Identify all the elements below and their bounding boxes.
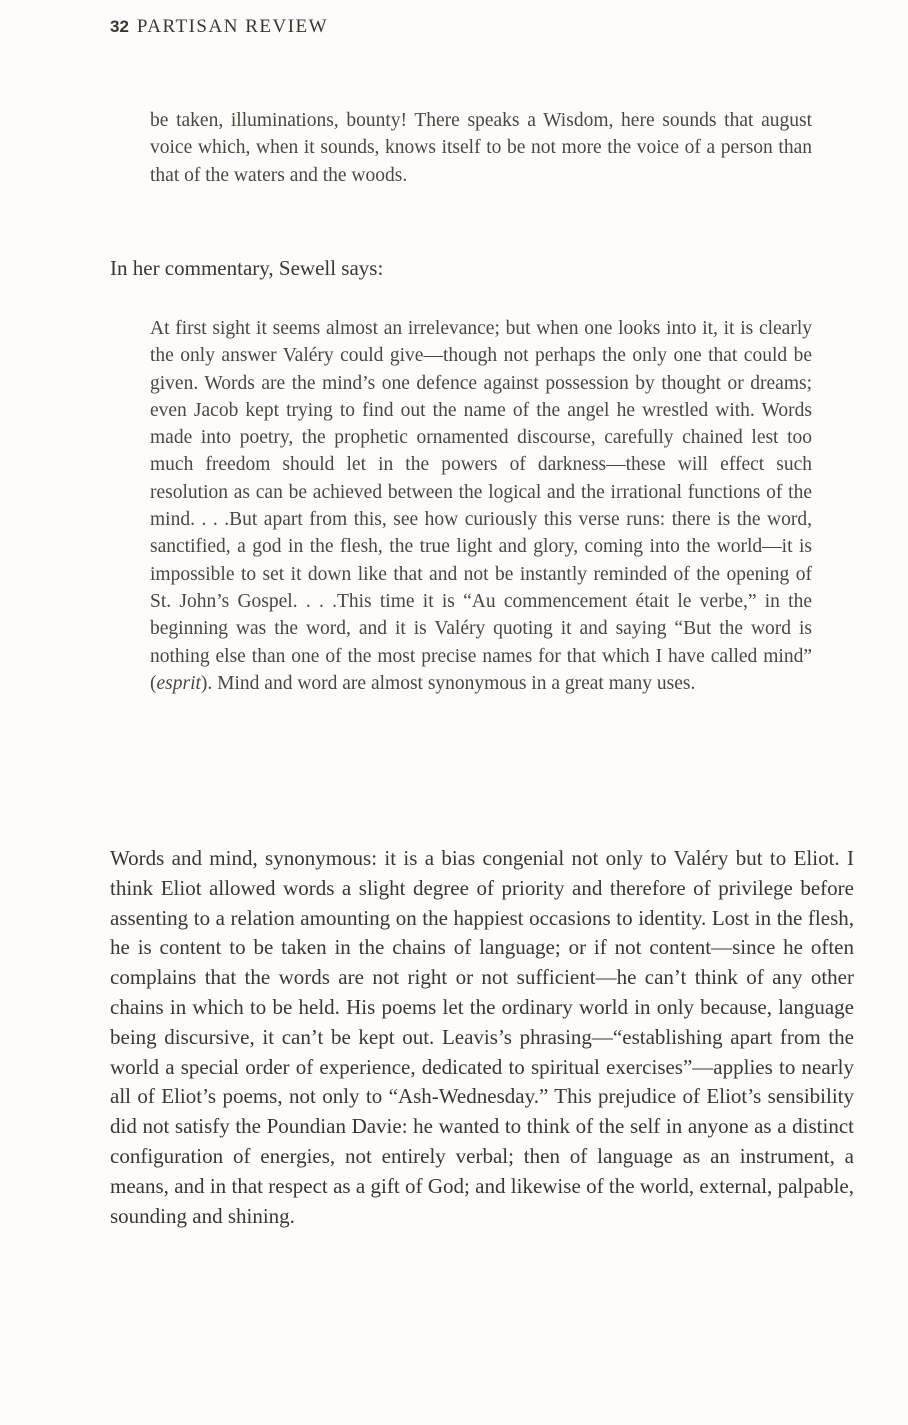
quote-italic-term: esprit [156, 672, 201, 694]
quote-text-part-1: At first sight it seems almost an irrelevance; but when one looks into it, it is clearly the only answer Valéry could give—though not perhaps the only one that could be given. Words are the mind’s one defence against possession by thought or dreams; even Jacob kept trying to find out the name of the angel he wrestled with. Words made into poetry, the prophetic ornamented discourse, carefully chained lest too much freedom should let in the powers of darkness—these will effect such resolution as can be achieved between the logical and the irrational functions of the mind. . . .But apart from this, see how curiously this verse runs: there is the word, sanctified, a god in the flesh, the true light and glory, coming into the world—it is impossible to set it down like that and not be instantly reminded of the opening of St. John’s Gospel. . . .This time it is “Au commencement était le verbe,” in the beginning was the word, and it is Valéry quoting it and saying “But the word is nothing else than one of the most precise names for that which I have called mind” ( [150, 318, 812, 694]
block-quote-sewell [150, 315, 812, 697]
journal-title: PARTISAN REVIEW [136, 16, 329, 37]
body-paragraph: Words and mind, synonymous: it is a bias congenial not only to Valéry but to Eliot. I think Eliot allowed words a slight degree of priority and therefore of privilege before assenting to a relation amounting on the happiest occasions to identity. Lost in the flesh, he is content to be taken in the chains of language; or if not content—since he often complains that the words are not right or not sufficient—he can’t think of any other chains in which to be held. His poems let the ordinary world in only because, language being discursive, it can’t be kept out. Leavis’s phrasing—“establishing apart from the world a special order of experience, dedicated to spiritual exercises”—applies to nearly all of Eliot’s poems, not only to “Ash-Wednesday.” This prejudice of Eliot’s sensibility did not satisfy the Poundian Davie: he wanted to think of the self in anyone as a distinct configuration of energies, not entirely verbal; then of language as an instrument, a means, and in that respect as a gift of God; and likewise of the world, external, palpable, sounding and shining. [110, 846, 854, 1228]
intro-sentence: In her commentary, Sewell says: [110, 256, 384, 280]
block-quote-continued: be taken, illuminations, bounty! There speaks a Wisdom, here sounds that august voice which, when it sounds, knows itself to be not more the voice of a person than that of the waters and the woods. [150, 110, 812, 186]
quote-text-part-2: ). Mind and word are almost synonymous in a great many uses. [200, 672, 696, 694]
page-number: 32 [110, 17, 129, 36]
running-head [110, 16, 328, 38]
